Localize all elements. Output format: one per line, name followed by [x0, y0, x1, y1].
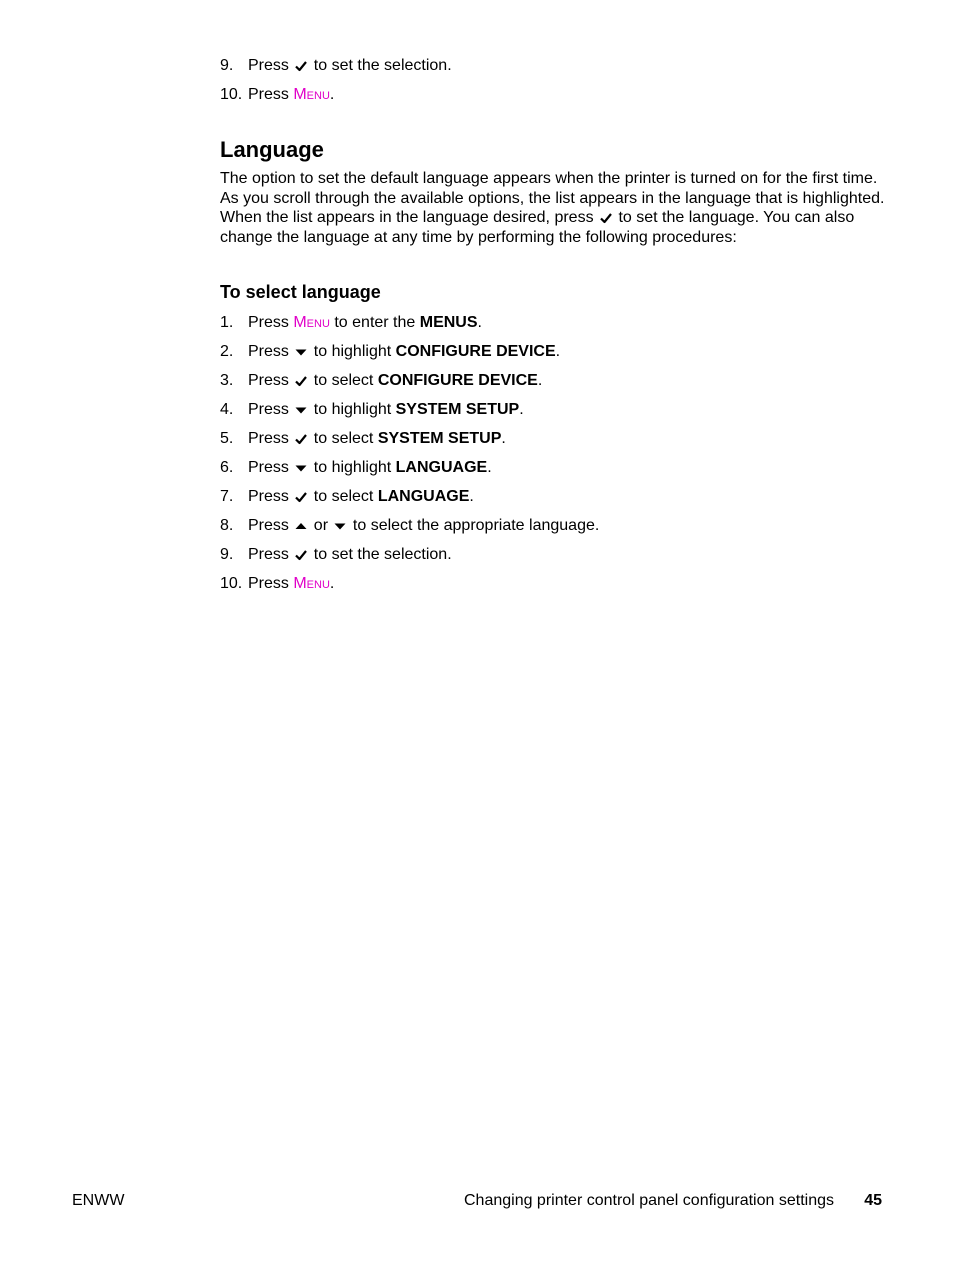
step-target: SYSTEM SETUP	[373, 430, 502, 447]
step-number: 3.	[220, 372, 234, 389]
step-verb: Press	[248, 517, 294, 534]
step-action: to highlight	[309, 401, 392, 418]
step-action: to select the appropriate language.	[348, 517, 600, 534]
step-action: to enter the	[329, 314, 416, 331]
step-verb: Press	[248, 372, 294, 389]
step-target: SYSTEM SETUP	[391, 401, 520, 418]
step-text	[248, 456, 492, 480]
step-number: 5.	[220, 430, 234, 447]
section-heading-language: Language	[220, 137, 324, 162]
step-verb: Press	[248, 546, 294, 563]
step-number: 8.	[220, 517, 234, 534]
step-text	[248, 340, 560, 364]
down-arrow-icon	[294, 461, 308, 475]
list-item	[220, 572, 890, 601]
step-action: to select	[309, 488, 374, 505]
down-arrow-icon	[333, 519, 347, 533]
step-verb: Press	[248, 459, 294, 476]
step-number: 7.	[220, 488, 234, 505]
step-end: .	[487, 459, 492, 476]
step-end: .	[537, 372, 543, 389]
step-action: to select	[309, 372, 374, 389]
step-verb: Press	[248, 488, 294, 505]
menu-key-label: Menu	[293, 86, 330, 103]
step-end: .	[477, 314, 482, 331]
step-number: 10.	[220, 86, 243, 103]
procedure-steps-list	[220, 311, 890, 601]
step-end: .	[329, 575, 335, 592]
step-number: 9.	[220, 546, 234, 563]
step-action: to highlight	[309, 459, 392, 476]
step-verb: Press	[248, 343, 294, 360]
step-action: to set the selection.	[309, 57, 452, 74]
step-end: .	[555, 343, 561, 360]
step-number: 1.	[220, 314, 234, 331]
footer-chapter-title: Changing printer control panel configuration settings	[463, 1192, 834, 1209]
list-item	[220, 543, 890, 572]
checkmark-icon	[294, 59, 308, 73]
step-text	[248, 398, 524, 422]
step-end: .	[501, 430, 506, 447]
step-number: 6.	[220, 459, 234, 476]
step-target: LANGUAGE	[391, 459, 488, 476]
step-end: .	[519, 401, 524, 418]
top-steps-list	[220, 54, 890, 112]
list-item	[220, 514, 890, 543]
step-target: CONFIGURE DEVICE	[391, 343, 556, 360]
up-arrow-icon	[294, 519, 308, 533]
down-arrow-icon	[294, 345, 308, 359]
step-verb: Press	[248, 401, 294, 418]
list-item	[220, 456, 890, 485]
list-item	[220, 485, 890, 514]
step-text	[248, 54, 452, 78]
step-number: 4.	[220, 401, 234, 418]
procedure-heading: To select language	[220, 282, 381, 302]
step-text	[248, 514, 599, 538]
step-text	[248, 485, 474, 509]
step-verb: Press	[248, 314, 294, 331]
step-text	[248, 311, 482, 335]
step-action: or	[309, 517, 329, 534]
step-number: 10.	[220, 575, 243, 592]
down-arrow-icon	[294, 403, 308, 417]
paragraph-text-2: to set the language. You can also change the language at any time by performing the following procedures:	[220, 209, 855, 246]
step-verb: Press	[248, 575, 294, 592]
step-target: CONFIGURE DEVICE	[373, 372, 538, 389]
step-action: to highlight	[309, 343, 392, 360]
step-text	[248, 543, 452, 567]
checkmark-icon	[294, 432, 308, 446]
list-item	[220, 83, 890, 112]
step-verb: Press	[248, 86, 294, 103]
step-action: to set the selection.	[309, 546, 452, 563]
page-footer	[72, 1192, 882, 1214]
step-action: to select	[309, 430, 374, 447]
page-content	[220, 54, 890, 601]
step-end: .	[329, 86, 335, 103]
footer-left-label: ENWW	[72, 1192, 125, 1209]
list-item	[220, 398, 890, 427]
page-number: 45	[864, 1192, 882, 1209]
checkmark-icon	[294, 374, 308, 388]
list-item	[220, 369, 890, 398]
step-target: MENUS	[415, 314, 478, 331]
checkmark-icon	[599, 211, 613, 225]
checkmark-icon	[294, 548, 308, 562]
list-item	[220, 54, 890, 83]
list-item	[220, 427, 890, 456]
step-number: 9.	[220, 57, 234, 74]
step-verb: Press	[248, 57, 294, 74]
step-verb: Press	[248, 430, 294, 447]
step-text	[248, 427, 506, 451]
step-text	[248, 572, 334, 596]
step-number: 2.	[220, 343, 234, 360]
step-text	[248, 83, 334, 107]
step-end: .	[469, 488, 474, 505]
list-item	[220, 311, 890, 340]
menu-key-label: Menu	[293, 314, 330, 331]
step-text	[248, 369, 542, 393]
list-item	[220, 340, 890, 369]
menu-key-label: Menu	[293, 575, 330, 592]
section-paragraph	[220, 169, 885, 247]
step-target: LANGUAGE	[373, 488, 470, 505]
checkmark-icon	[294, 490, 308, 504]
paragraph-text-1: The option to set the default language appears when the printer is turned on for the first time. As you scroll through the available options, the list appears in the language that is highlighted. When the list appears in the language desired, press	[220, 170, 885, 226]
